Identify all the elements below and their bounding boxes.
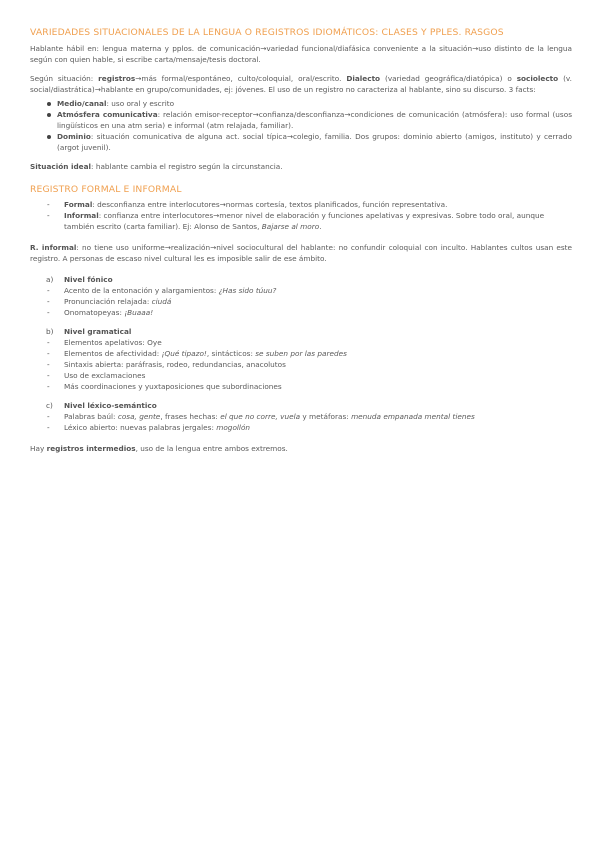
list-item: - Léxico abierto: nuevas palabras jergales: mogollón <box>30 422 572 433</box>
register-list <box>30 199 572 232</box>
list-item: - Palabras baúl: cosa, gente, frases hechas: el que no corre, vuela y metáforas: menuda empanada mental tienes <box>30 411 572 422</box>
list-item: - Pronunciación relajada: ciudá <box>30 296 572 307</box>
section-heading: REGISTRO FORMAL E INFORMAL <box>30 184 182 195</box>
level-heading: a) Nivel fónico <box>46 275 113 284</box>
phonic-level-list <box>30 285 572 318</box>
list-item: Atmósfera comunicativa: relación emisor-receptor→confianza/desconfianza→condiciones de comunicación (atmósfera): uso formal (usos lingüísticos en una atm seria) e informal (atm relajada, familiar). <box>30 109 572 131</box>
informal-register-paragraph: R. informal: no tiene uso uniforme→realización→nivel sociocultural del hablante: no confundir coloquial con inculto. Hablantes cultos usan este registro. A personas de escaso nivel cultural les es imposible salir de ese ámbito. <box>30 243 573 263</box>
list-item: - Sintaxis abierta: paráfrasis, rodeo, redundancias, anacolutos <box>30 359 572 370</box>
level-heading: b) Nivel gramatical <box>46 327 132 336</box>
factors-list <box>30 98 572 153</box>
list-item: - Informal: confianza entre interlocutores→menor nivel de elaboración y funciones apelativas y expresivas. Sobre todo oral, aunque también escrito (carta familiar). Ej: Alonso de Santos, Bajarse al moro. <box>30 210 572 232</box>
intro-paragraph: Hablante hábil en: lengua materna y pplos. de comunicación→variedad funcional/diafásica conveniente a la situación→uso distinto de la lengua según con quien hable, si escribe carta/mensaje/tesis doctoral. <box>30 44 572 64</box>
list-item: - Uso de exclamaciones <box>30 370 572 381</box>
grammatical-level-list <box>30 337 572 392</box>
list-item: - Más coordinaciones y yuxtaposiciones que subordinaciones <box>30 381 572 392</box>
list-item: Dominio: situación comunicativa de alguna act. social típica→colegio, familia. Dos grupos: dominio abierto (amigos, instituto) y cerrado (argot juvenil). <box>30 131 572 153</box>
level-heading: c) Nivel léxico-semántico <box>46 401 157 410</box>
situation-paragraph: Según situación: registros→más formal/espontáneo, culto/coloquial, oral/escrito. Dialecto (variedad geográfica/diatópica) o sociolecto (v. social/diastrática)→hablante en grupo/comunidades, ej: jóvenes. El uso de un registro no caracteriza al hablante, sino su discurso. 3 facts: <box>30 74 572 94</box>
list-item: - Elementos apelativos: Oye <box>30 337 572 348</box>
list-item: - Acento de la entonación y alargamientos: ¿Has sido túuu? <box>30 285 572 296</box>
closing-paragraph: Hay registros intermedios, uso de la lengua entre ambos extremos. <box>30 444 288 453</box>
list-item: - Elementos de afectividad: ¡Qué tipazo!, sintácticos: se suben por las paredes <box>30 348 572 359</box>
page-title: VARIEDADES SITUACIONALES DE LA LENGUA O REGISTROS IDIOMÁTICOS: CLASES Y PPLES. RASGOS <box>30 27 504 38</box>
list-item: - Onomatopeyas: ¡Buaaa! <box>30 307 572 318</box>
document-content <box>30 27 572 454</box>
list-item: - Formal: desconfianza entre interlocutores→normas cortesía, textos planificados, función representativa. <box>30 199 572 210</box>
lexical-level-list <box>30 411 572 433</box>
ideal-situation: Situación ideal: hablante cambia el registro según la circunstancia. <box>30 162 283 171</box>
list-item: Medio/canal: uso oral y escrito <box>30 98 572 109</box>
